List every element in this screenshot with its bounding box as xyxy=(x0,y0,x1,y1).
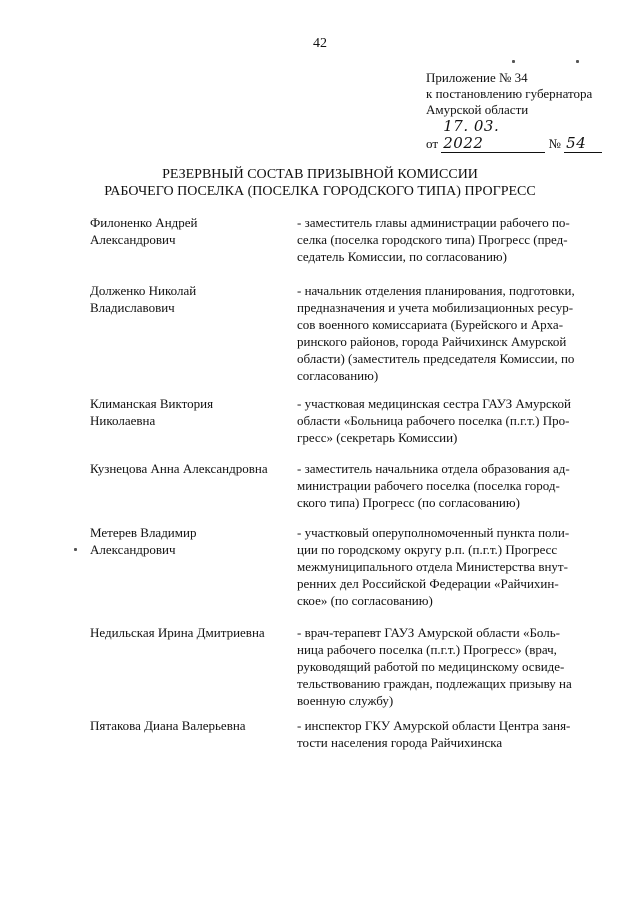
scan-speck xyxy=(512,60,515,63)
member-role-line: сов военного комиссариата (Бурейского и Арха- xyxy=(297,317,564,332)
member-role-line: согласованию) xyxy=(297,368,379,383)
member-role-line: седатель Комиссии, по согласованию) xyxy=(297,249,507,264)
member-role-line: - заместитель главы администрации рабочего по- xyxy=(297,215,570,230)
member-role-line: области) (заместитель председателя Комиссии, по xyxy=(297,351,575,366)
member-role-line: военную службу) xyxy=(297,693,394,708)
member-role xyxy=(297,460,600,511)
member-name xyxy=(90,214,290,248)
member-name-line: Долженко Николай xyxy=(90,283,197,298)
member-role-line: межмуниципального отдела Министерства внут- xyxy=(297,559,568,574)
member-role-line: - врач-терапевт ГАУЗ Амурской области «Боль- xyxy=(297,625,560,640)
member-name-line: Пятакова Диана Валерьевна xyxy=(90,718,246,733)
member-role-line: - участковая медицинская сестра ГАУЗ Амурской xyxy=(297,396,571,411)
member-role-line: тости населения города Райчихинска xyxy=(297,735,503,750)
member-role-line: предназначения и учета мобилизационных ресур- xyxy=(297,300,574,315)
member-name xyxy=(90,524,290,558)
number-field xyxy=(564,135,602,153)
handwritten-number: 54 xyxy=(566,134,587,152)
title-line: РАБОЧЕГО ПОСЕЛКА (ПОСЕЛКА ГОРОДСКОГО ТИПА) ПРОГРЕСС xyxy=(104,184,536,199)
member-name-line: Климанская Виктория xyxy=(90,396,214,411)
member-role-line: - участковый оперуполномоченный пункта поли- xyxy=(297,525,570,540)
title-line: РЕЗЕРВНЫЙ СОСТАВ ПРИЗЫВНОЙ КОМИССИИ xyxy=(162,167,478,182)
member-role-line: гресс» (секретарь Комиссии) xyxy=(297,430,458,445)
member-role xyxy=(297,524,600,609)
member-name-line: Филоненко Андрей xyxy=(90,215,198,230)
member-name xyxy=(90,460,290,477)
member-role-line: тельствованию граждан, подлежащих призыву на xyxy=(297,676,572,691)
document-title xyxy=(0,166,640,200)
appendix-date-line xyxy=(426,118,602,153)
member-name xyxy=(90,717,290,734)
member-role xyxy=(297,395,600,446)
member-role-line: - заместитель начальника отдела образования ад- xyxy=(297,461,570,476)
member-role-line: министрации рабочего поселка (поселка город- xyxy=(297,478,560,493)
member-role xyxy=(297,717,600,751)
handwritten-date: 17. 03. 2022 xyxy=(443,117,500,152)
page-number: 42 xyxy=(313,36,327,51)
member-role xyxy=(297,282,600,384)
scan-speck xyxy=(74,548,77,551)
member-role-line: ции по городскому округу р.п. (п.г.т.) Прогресс xyxy=(297,542,558,557)
member-name-line: Александрович xyxy=(90,232,176,247)
member-role-line: - начальник отделения планирования, подготовки, xyxy=(297,283,575,298)
member-name-line: Владиславович xyxy=(90,300,175,315)
member-name xyxy=(90,395,290,429)
appendix-line: Приложение № 34 xyxy=(426,70,528,85)
member-name-line: Кузнецова Анна Александровна xyxy=(90,461,268,476)
member-role-line: ренних дел Российской Федерации «Райчихин- xyxy=(297,576,559,591)
date-prefix: от xyxy=(426,136,439,151)
member-role-line: ское» (по согласованию) xyxy=(297,593,433,608)
member-name-line: Недильская Ирина Дмитриевна xyxy=(90,625,265,640)
member-role-line: области «Больница рабочего поселка (п.г.т.) Про- xyxy=(297,413,570,428)
member-name xyxy=(90,624,290,641)
member-role-line: руководящий работой по медицинскому освиде- xyxy=(297,659,565,674)
date-field xyxy=(441,118,545,153)
appendix-line: к постановлению губернатора xyxy=(426,86,593,101)
member-name-line: Николаевна xyxy=(90,413,156,428)
appendix-line: Амурской области xyxy=(426,102,529,117)
member-role xyxy=(297,214,600,265)
member-name-line: Александрович xyxy=(90,542,176,557)
member-role xyxy=(297,624,600,709)
scan-speck xyxy=(576,60,579,63)
member-name xyxy=(90,282,290,316)
member-role-line: ница рабочего поселка (п.г.т.) Прогресс» (врач, xyxy=(297,642,557,657)
member-role-line: ринского районов, города Райчихинск Амурской xyxy=(297,334,567,349)
number-prefix: № xyxy=(548,136,561,151)
member-name-line: Метерев Владимир xyxy=(90,525,197,540)
member-role-line: - инспектор ГКУ Амурской области Центра заня- xyxy=(297,718,571,733)
member-role-line: селка (поселка городского типа) Прогресс (пред- xyxy=(297,232,568,247)
appendix-block xyxy=(426,70,602,153)
member-role-line: ского типа) Прогресс (по согласованию) xyxy=(297,495,520,510)
